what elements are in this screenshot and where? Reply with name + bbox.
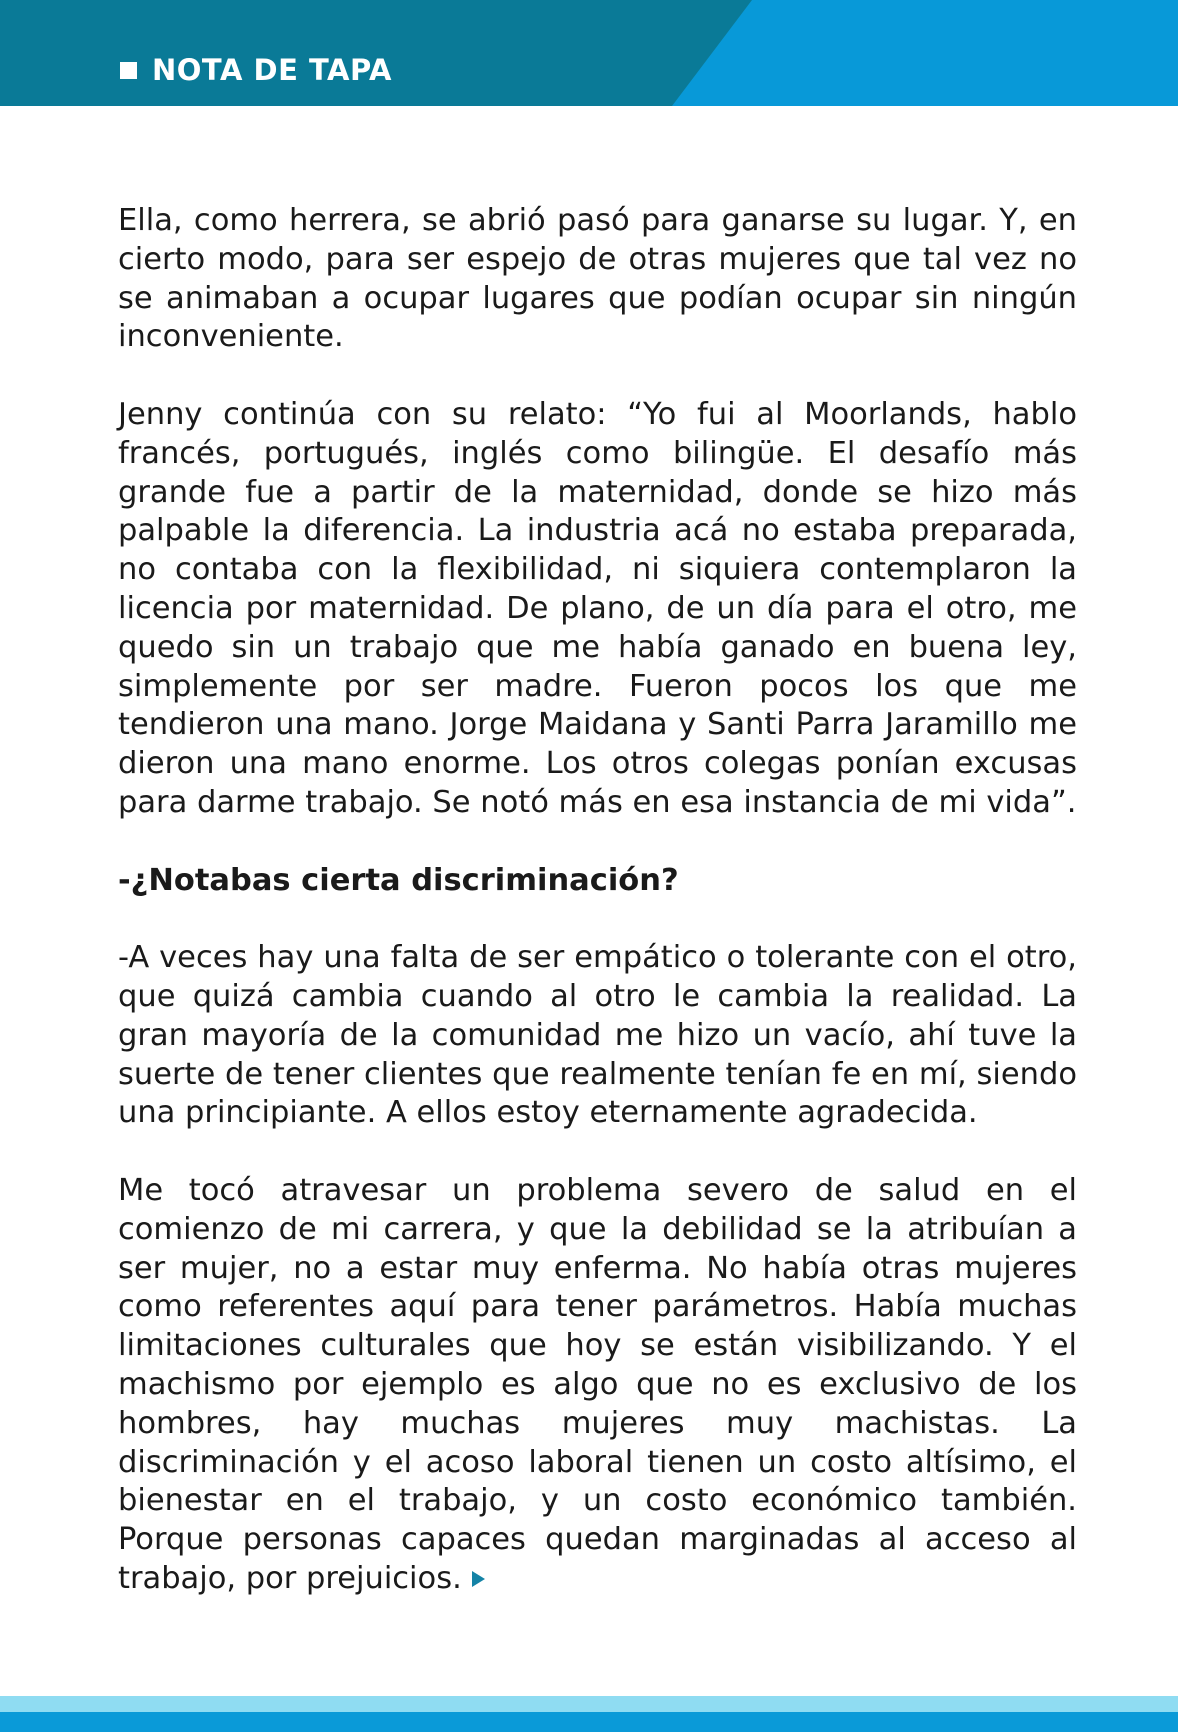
paragraph: Jenny continúa con su relato: “Yo fui al Moorlands, hablo francés, portugués, inglés como bilingüe. El desafío más grande fue a partir de la maternidad, donde se hizo más palpable la diferencia. La industria acá no estaba preparada, no contaba con la flexibilidad, ni siquiera contemplaron la licencia por maternidad. De plano, de un día para el otro, me quedo sin un trabajo que me había ganado en buena ley, simplemente por ser madre. Fueron pocos los que me tendieron una mano. Jorge Maidana y Santi Parra Jaramillo me dieron una mano enorme. Los otros colegas ponían excusas para darme trabajo. Se notó más en esa instancia de mi vida”.: [118, 396, 1077, 820]
footer-light-stripe: [0, 1696, 1178, 1712]
paragraph: Ella, como herrera, se abrió pasó para ganarse su lugar. Y, en cierto modo, para ser espejo de otras mujeres que tal vez no se animaban a ocupar lugares que podían ocupar sin ningún inconveniente.: [118, 203, 1077, 355]
paragraph-final-text: Me tocó atravesar un problema severo de salud en el comienzo de mi carrera, y que la debilidad se la atribuían a ser mujer, no a estar muy enferma. No había otras mujeres como referentes aquí para tener parámetros. Había muchas limitaciones culturales que hoy se están visibilizando. Y el machismo por ejemplo es algo que no es exclusivo de los hombres, hay muchas mujeres muy machistas. La discriminación y el acoso laboral tienen un costo altísimo, el bienestar en el trabajo, y un costo económico también. Porque personas capaces quedan marginadas al acceso al trabajo, por prejuicios.: [118, 1172, 1077, 1596]
section-label: [120, 50, 392, 90]
interview-question: -¿Notabas cierta discriminación?: [118, 862, 679, 898]
footer-blue-stripe: [0, 1712, 1178, 1732]
paragraph: -A veces hay una falta de ser empático o tolerante con el otro, que quizá cambia cuando al otro le cambia la realidad. La gran mayoría de la comunidad me hizo un vacío, ahí tuve la suerte de tener clientes que realmente tenían fe en mí, siendo una principiante. A ellos estoy eternamente agradecida.: [118, 940, 1077, 1131]
triangle-right-icon: [472, 1571, 485, 1587]
footer-band: [0, 1696, 1178, 1732]
square-bullet-icon: [120, 62, 137, 79]
paragraph-final: [118, 1172, 1077, 1599]
article-body: [118, 202, 1077, 1599]
section-label-text: NOTA DE TAPA: [152, 53, 392, 87]
